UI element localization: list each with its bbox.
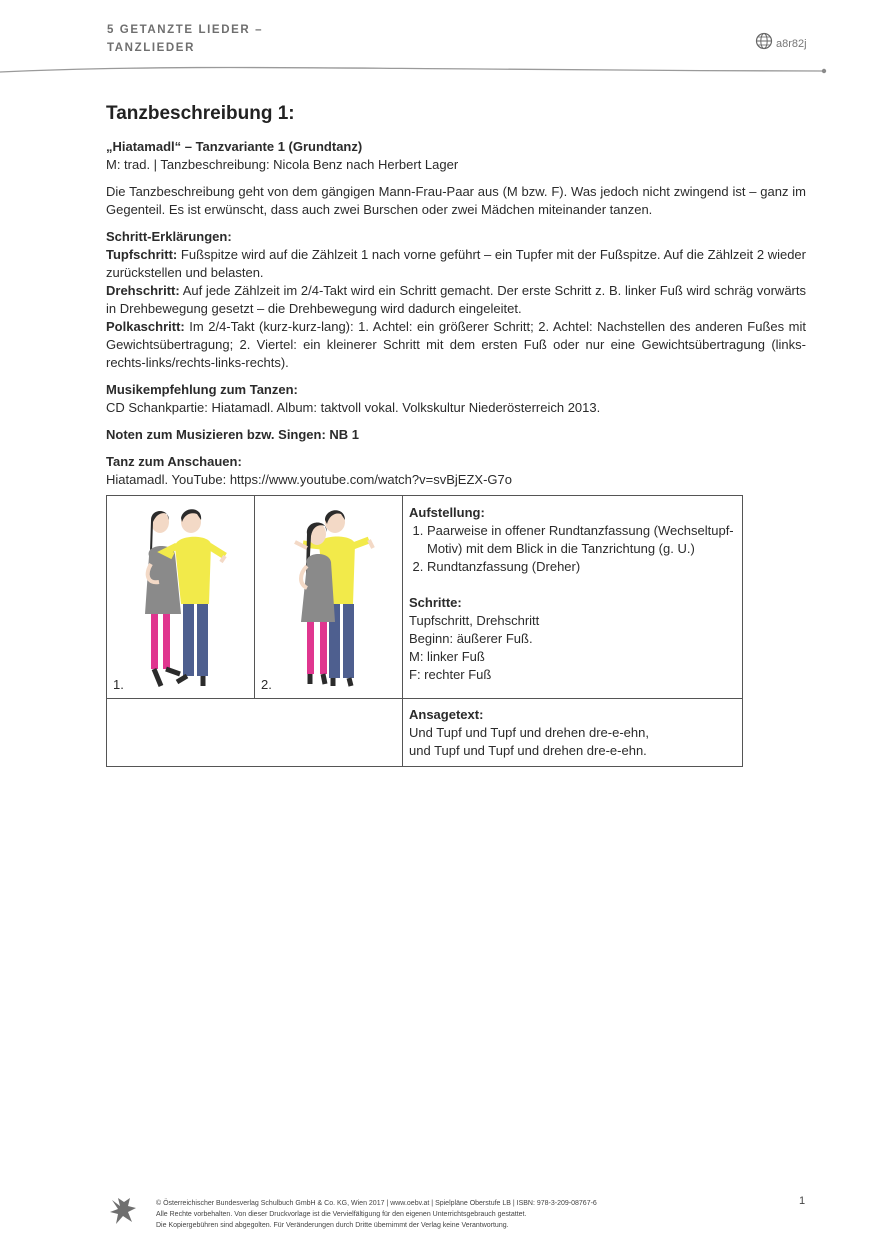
dance-subtitle: „Hiatamadl“ – Tanzvariante 1 (Grundtanz): [106, 139, 363, 154]
announcement-line-2: und Tupf und Tupf und drehen dre-e-ehn.: [409, 743, 647, 758]
announcement-cell: [403, 699, 743, 767]
footer-line-1: © Österreichischer Bundesverlag Schulbuch GmbH & Co. KG, Wien 2017 | www.oebv.at | Spielpläne Oberstufe LB | ISBN: 978-3-209-08767-6: [156, 1200, 597, 1207]
announcement-line-1: Und Tupf und Tupf und drehen dre-e-ehn,: [409, 725, 649, 740]
setup-cell: [403, 496, 743, 699]
figure-label-2: 2.: [261, 677, 272, 692]
watch-heading: Tanz zum Anschauen:: [106, 454, 242, 469]
dance-illustration-2: [273, 504, 388, 689]
header-kicker-line1: 5 GETANZTE LIEDER –: [107, 24, 264, 36]
setup-list: [409, 522, 736, 576]
steps-line-4: F: rechter Fuß: [409, 667, 492, 682]
setup-heading: Aufstellung:: [409, 505, 485, 520]
step-polkaschritt: Polkaschritt: Im 2/4-Takt (kurz-kurz-lang): 1. Achtel: ein größerer Schritt; 2. Achtel: Nachstellen des anderen Fußes mit Gewichtsübertragung; 2. Viertel: ein kleinerer Schritt mit dem ersten Fuß oder nur eine Gewichtsübertragung (links-rechts-links/rechts-links-rechts).: [106, 319, 806, 370]
dance-illustration-1: [125, 504, 240, 689]
page-number: 1: [799, 1195, 806, 1207]
footer-line-3: Die Kopiergebühren sind abgegolten. Für Veränderungen durch Dritte übernimmt der Verlag keine Verantwortung.: [156, 1222, 509, 1229]
steps-line-2: Beginn: äußerer Fuß.: [409, 631, 533, 646]
footer-line-2: Alle Rechte vorbehalten. Von dieser Druckvorlage ist die Vervielfältigung für den eigenen Unterrichtsgebrauch gestattet.: [156, 1211, 527, 1218]
figure-cell-2: [255, 496, 403, 699]
document-body: [106, 102, 806, 489]
steps-heading: Schritt-Erklärungen:: [106, 229, 232, 244]
page-title: Tanzbeschreibung 1:: [106, 103, 295, 124]
dance-credits: M: trad. | Tanzbeschreibung: Nicola Benz nach Herbert Lager: [106, 157, 459, 172]
figure-label-1: 1.: [113, 677, 124, 692]
steps-table-heading: Schritte:: [409, 595, 462, 610]
footer-legal: [156, 1198, 597, 1231]
music-heading: Musikempfehlung zum Tanzen:: [106, 382, 298, 397]
publisher-logo-icon: [108, 1196, 138, 1226]
intro-paragraph: Die Tanzbeschreibung geht von dem gängigen Mann-Frau-Paar aus (M bzw. F). Was jedoch nicht zwingend ist – ganz im Gegenteil. Es ist erwünscht, dass auch zwei Burschen oder zwei Mädchen miteinander tanzen.: [106, 184, 806, 217]
step-drehschritt: Drehschritt: Auf jede Zählzeit im 2/4-Takt wird ein Schritt gemacht. Der erste Schritt z. B. linker Fuß wird schräg vorwärts in Drehbewegung gesetzt – die Drehbewegung wird dadurch eingeleitet.: [106, 283, 806, 316]
steps-line-1: Tupfschritt, Drehschritt: [409, 613, 540, 628]
steps-line-3: M: linker Fuß: [409, 649, 485, 664]
watch-link[interactable]: Hiatamadl. YouTube: https://www.youtube.com/watch?v=svBjEZX-G7o: [106, 472, 512, 487]
music-text: CD Schankpartie: Hiatamadl. Album: taktvoll vokal. Volkskultur Niederösterreich 2013.: [106, 400, 601, 415]
empty-cell: [107, 699, 403, 767]
figure-cell-1: [107, 496, 255, 699]
header-divider: [0, 62, 830, 78]
announcement-heading: Ansagetext:: [409, 707, 484, 722]
setup-item-2: 2. Rundtanzfassung (Dreher): [427, 558, 736, 576]
resource-code[interactable]: a8r82j: [776, 38, 807, 50]
header-kicker: [107, 21, 263, 57]
header-kicker-line2: TANZLIEDER: [107, 42, 195, 54]
dance-table: [106, 495, 743, 767]
globe-icon[interactable]: [755, 32, 773, 50]
step-tupfschritt: Tupfschritt: Fußspitze wird auf die Zählzeit 1 nach vorne geführt – ein Tupfer mit der Fußspitze. Auf die Zählzeit 2 wieder zurückstellen und belasten.: [106, 247, 806, 280]
notes-heading: Noten zum Musizieren bzw. Singen: NB 1: [106, 427, 360, 442]
setup-item-1: 1. Paarweise in offener Rundtanzfassung (Wechseltupf-Motiv) mit dem Blick in die Tanzrichtung (g. U.): [427, 522, 736, 558]
